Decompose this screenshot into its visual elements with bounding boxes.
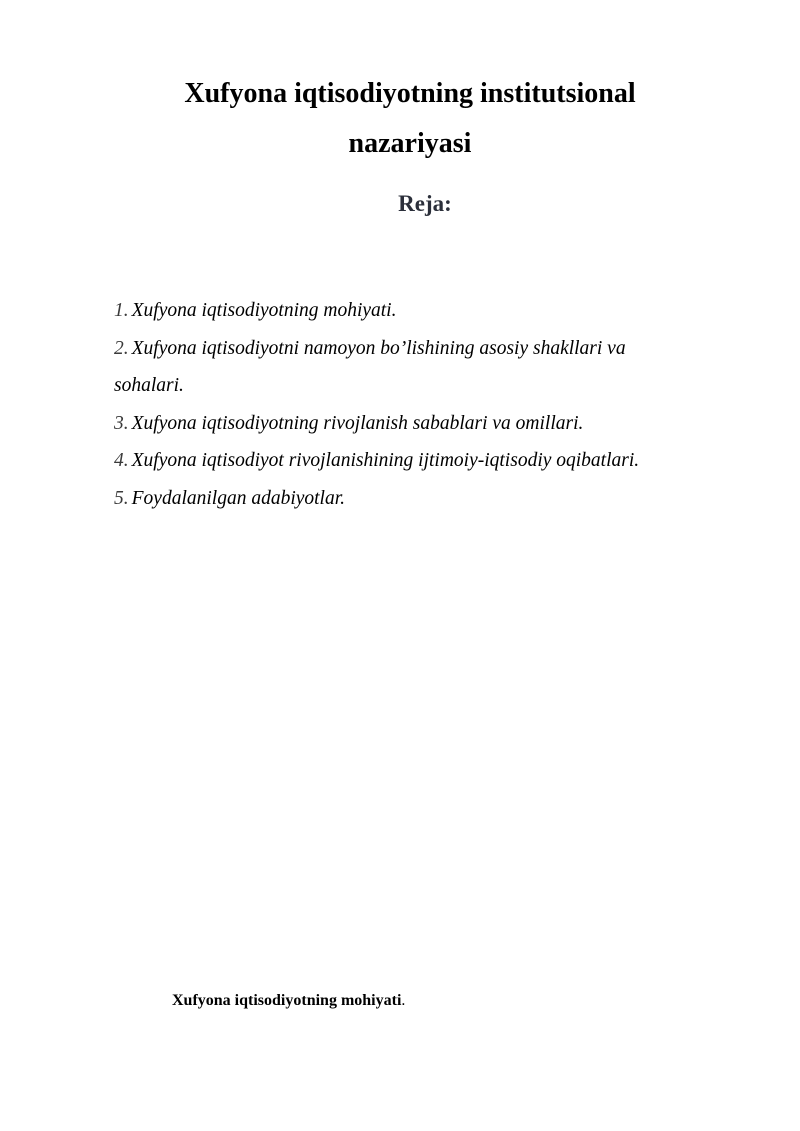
plan-item (114, 480, 714, 518)
section-heading (172, 992, 405, 1010)
section-heading-text: Xufyona iqtisodiyotning mohiyati (172, 992, 402, 1009)
plan-item-number: 5. (114, 487, 129, 509)
document-title-line-2: nazariyasi (348, 128, 472, 159)
plan-item (114, 405, 714, 443)
plan-item-text: sohalari. (114, 375, 184, 396)
plan-item-number: 2. (114, 337, 129, 359)
plan-heading: Reja: (398, 191, 452, 216)
plan-item-number: 1. (114, 300, 129, 321)
plan-item (114, 330, 714, 368)
plan-item-text: Xufyona iqtisodiyotni namoyon bo’lishining asosiy shakllari va (131, 337, 626, 359)
plan-item-text: Xufyona iqtisodiyotning rivojlanish sabablari va omillari. (131, 412, 584, 434)
document-title-line-1: Xufyona iqtisodiyotning institutsional (184, 78, 636, 109)
plan-item (114, 442, 714, 480)
plan-item-continuation (114, 367, 714, 405)
plan-item (114, 292, 714, 330)
plan-item-number: 4. (114, 450, 129, 471)
plan-item-number: 3. (114, 412, 129, 434)
plan-item-text: Foydalanilgan adabiyotlar. (131, 487, 346, 509)
plan-item-text: Xufyona iqtisodiyot rivojlanishining ijtimoiy-iqtisodiy oqibatlari. (131, 450, 640, 471)
plan-list (114, 292, 714, 517)
section-heading-punct: . (401, 992, 406, 1009)
plan-item-text: Xufyona iqtisodiyotning mohiyati. (131, 300, 397, 321)
